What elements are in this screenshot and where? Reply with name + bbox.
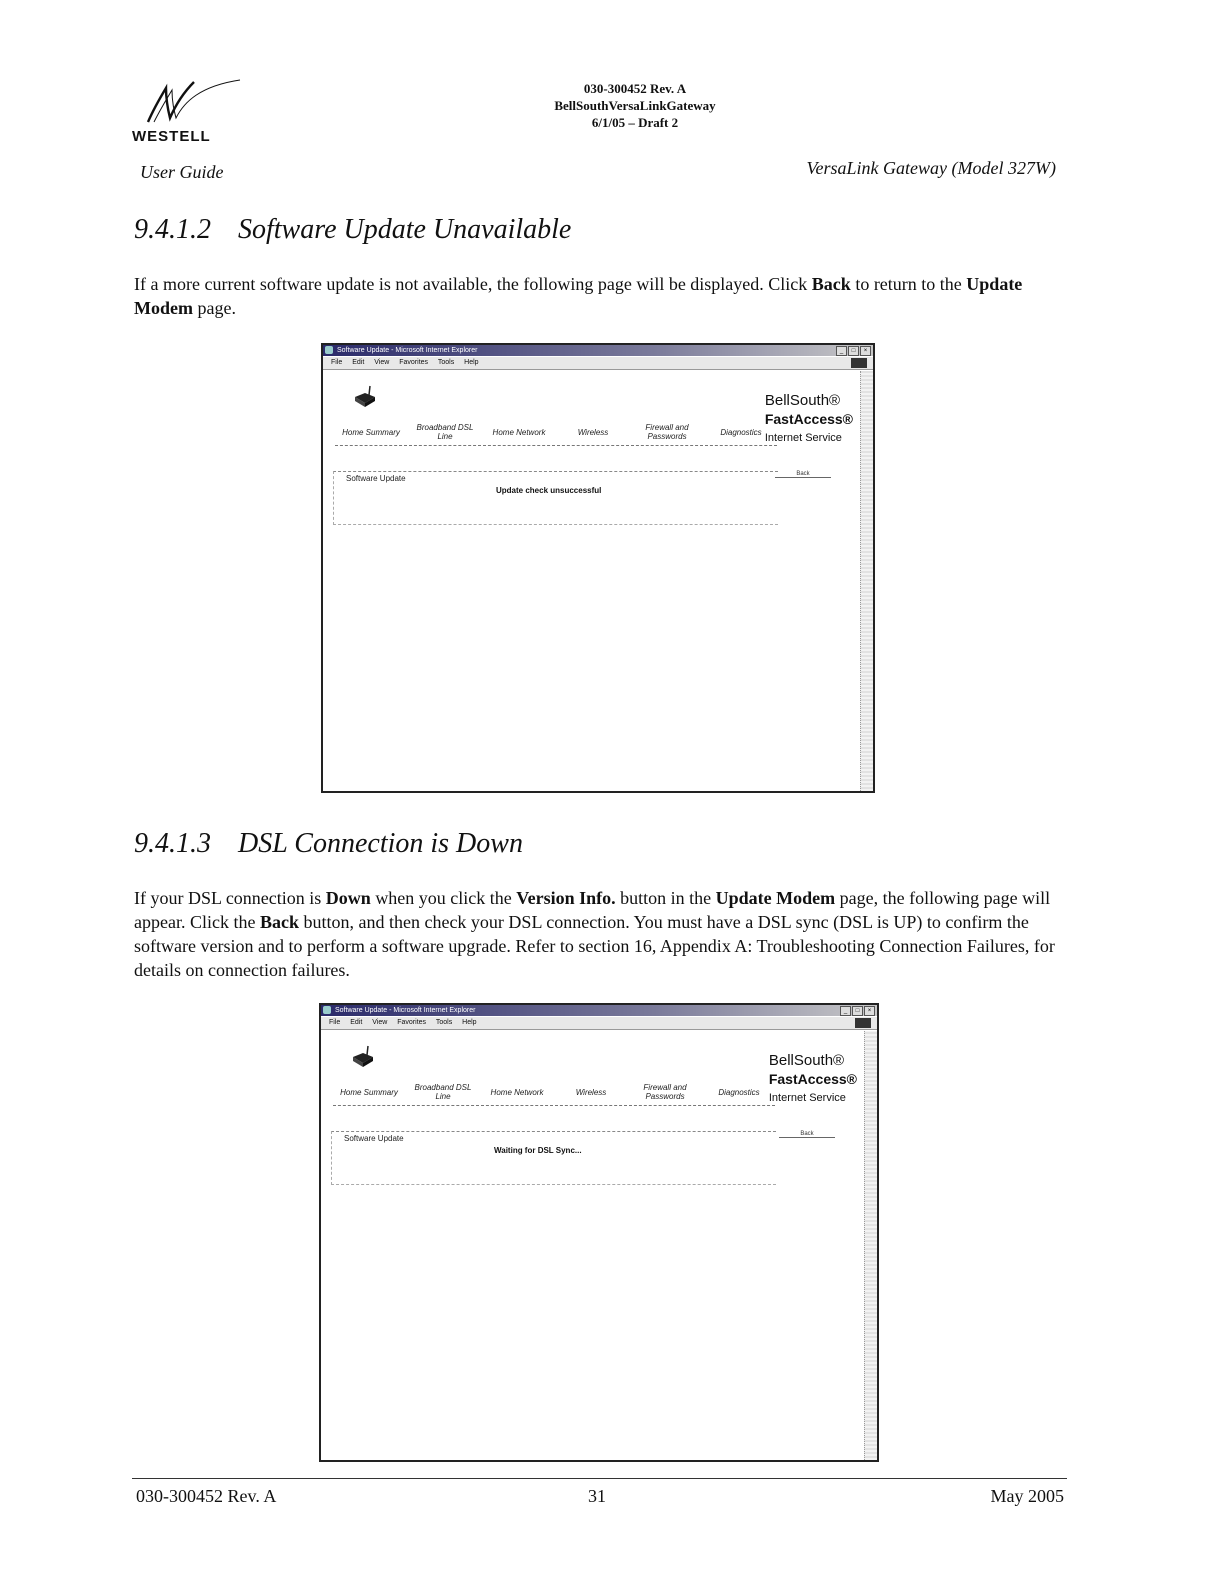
tab-firewall-passwords[interactable]: Firewall and Passwords: [629, 1079, 701, 1106]
tab-home-network[interactable]: Home Network: [483, 419, 555, 446]
back-button[interactable]: Back: [775, 471, 831, 478]
header-left: User Guide: [140, 162, 224, 182]
ie-icon: [325, 346, 333, 354]
menu-file[interactable]: File: [331, 359, 343, 366]
section-2-number: 9.4.1.3: [134, 828, 211, 859]
westell-logo-mark: [140, 78, 250, 128]
window-title: Software Update - Microsoft Internet Explorer: [337, 347, 478, 354]
brand-line-1: BellSouth®: [764, 392, 841, 409]
menu-tools[interactable]: Tools: [437, 359, 455, 366]
maximize-icon[interactable]: □: [852, 1006, 863, 1016]
nav-tabs: [335, 419, 779, 446]
section-2-heading: [134, 828, 523, 860]
footer-left: 030-300452 Rev. A: [136, 1486, 277, 1506]
text-run: page, the following page will appear. Click the: [134, 888, 1051, 932]
doc-name: BellSouthVersaLinkGateway: [554, 98, 716, 113]
footer-rule: [132, 1478, 1067, 1479]
text-run: If a more current software update is not available, the following page will be displayed. Click: [134, 274, 812, 294]
brand-line-3: Internet Service: [764, 432, 842, 444]
menu-tools[interactable]: Tools: [435, 1019, 453, 1026]
logo-text: WESTELL: [132, 128, 211, 145]
tab-diagnostics[interactable]: Diagnostics: [703, 1079, 775, 1106]
brand-line-3: Internet Service: [768, 1092, 846, 1104]
menu-edit[interactable]: Edit: [352, 359, 365, 366]
text-run: button in the: [615, 888, 716, 908]
panel-title: Software Update: [344, 1134, 404, 1143]
tab-broadband-dsl-line[interactable]: Broadband DSL Line: [407, 1079, 479, 1106]
panel-title: Software Update: [346, 474, 406, 483]
bellsouth-brand: [769, 1051, 857, 1108]
text-run: when you click the: [370, 888, 517, 908]
browser-window-2: [319, 1003, 879, 1462]
doc-number: 030-300452 Rev. A: [583, 81, 687, 96]
nav-tabs: [333, 1079, 777, 1106]
doc-date: 6/1/05 – Draft 2: [591, 115, 679, 130]
tab-home-summary[interactable]: Home Summary: [333, 1079, 405, 1106]
menu-favorites[interactable]: Favorites: [397, 1019, 427, 1026]
westell-logo: [132, 78, 262, 148]
back-button[interactable]: Back: [779, 1131, 835, 1138]
section-1-paragraph: [134, 272, 1074, 320]
page-number: 31: [588, 1486, 606, 1506]
section-1-title: Software Update Unavailable: [238, 214, 572, 245]
menu-view[interactable]: View: [374, 359, 390, 366]
status-message: Waiting for DSL Sync...: [494, 1146, 582, 1155]
menu-help[interactable]: Help: [462, 1019, 477, 1026]
text-run: to return to the: [850, 274, 967, 294]
section-2-title: DSL Connection is Down: [238, 828, 523, 859]
text-run: button, and then check your DSL connection. You must have a DSL sync (DSL is UP) to confirm the software version and to perform a software upgrade. Refer to section 16, Appendix A: Troubleshooting Connection Failures, for details on connection failures.: [134, 912, 1055, 980]
vertical-scrollbar[interactable]: [864, 1031, 877, 1460]
brand-line-1: BellSouth®: [768, 1052, 845, 1069]
minimize-icon[interactable]: _: [840, 1006, 851, 1016]
back-term: Back: [811, 274, 851, 294]
update-modem-term: Update Modem: [715, 888, 836, 908]
tab-home-network[interactable]: Home Network: [481, 1079, 553, 1106]
close-icon[interactable]: ×: [860, 346, 871, 356]
text-run: If your DSL connection is: [134, 888, 326, 908]
section-1-number: 9.4.1.2: [134, 214, 211, 245]
close-icon[interactable]: ×: [864, 1006, 875, 1016]
menu-favorites[interactable]: Favorites: [399, 359, 429, 366]
brand-line-2: FastAccess®: [764, 411, 853, 427]
brand-line-2: FastAccess®: [768, 1071, 857, 1087]
page-content: [321, 1031, 863, 1460]
menu-help[interactable]: Help: [464, 359, 479, 366]
vertical-scrollbar[interactable]: [860, 371, 873, 791]
window-controls: [836, 346, 871, 356]
menu-bar: [321, 1017, 877, 1030]
minimize-icon[interactable]: _: [836, 346, 847, 356]
bellsouth-brand: [765, 391, 853, 448]
tab-wireless[interactable]: Wireless: [557, 419, 629, 446]
section-2-paragraph: [134, 886, 1074, 982]
title-bar: [323, 345, 873, 356]
version-info-term: Version Info.: [516, 888, 616, 908]
menu-view[interactable]: View: [372, 1019, 388, 1026]
section-1-heading: [134, 214, 571, 246]
windows-logo-icon: [851, 358, 867, 368]
status-message: Update check unsuccessful: [496, 486, 602, 495]
menu-file[interactable]: File: [329, 1019, 341, 1026]
title-bar: [321, 1005, 877, 1016]
maximize-icon[interactable]: □: [848, 346, 859, 356]
update-modem-term: Update Modem: [134, 274, 1023, 318]
window-controls: [840, 1006, 875, 1016]
software-update-panel: [331, 1131, 776, 1185]
tab-home-summary[interactable]: Home Summary: [335, 419, 407, 446]
window-title: Software Update - Microsoft Internet Explorer: [335, 1007, 476, 1014]
windows-logo-icon: [855, 1018, 871, 1028]
tab-broadband-dsl-line[interactable]: Broadband DSL Line: [409, 419, 481, 446]
router-icon: [353, 385, 377, 409]
page-content: [323, 371, 859, 791]
router-icon: [351, 1045, 375, 1069]
text-run: page.: [192, 298, 236, 318]
menu-edit[interactable]: Edit: [350, 1019, 363, 1026]
down-term: Down: [325, 888, 371, 908]
document-meta: [440, 80, 830, 131]
back-term: Back: [259, 912, 299, 932]
software-update-panel: [333, 471, 778, 525]
browser-window-1: [321, 343, 875, 793]
tab-diagnostics[interactable]: Diagnostics: [705, 419, 777, 446]
header-right: VersaLink Gateway (Model 327W): [806, 158, 1056, 178]
menu-bar: [323, 357, 873, 370]
tab-firewall-passwords[interactable]: Firewall and Passwords: [631, 419, 703, 446]
tab-wireless[interactable]: Wireless: [555, 1079, 627, 1106]
ie-icon: [323, 1006, 331, 1014]
footer-right: May 2005: [990, 1486, 1064, 1506]
